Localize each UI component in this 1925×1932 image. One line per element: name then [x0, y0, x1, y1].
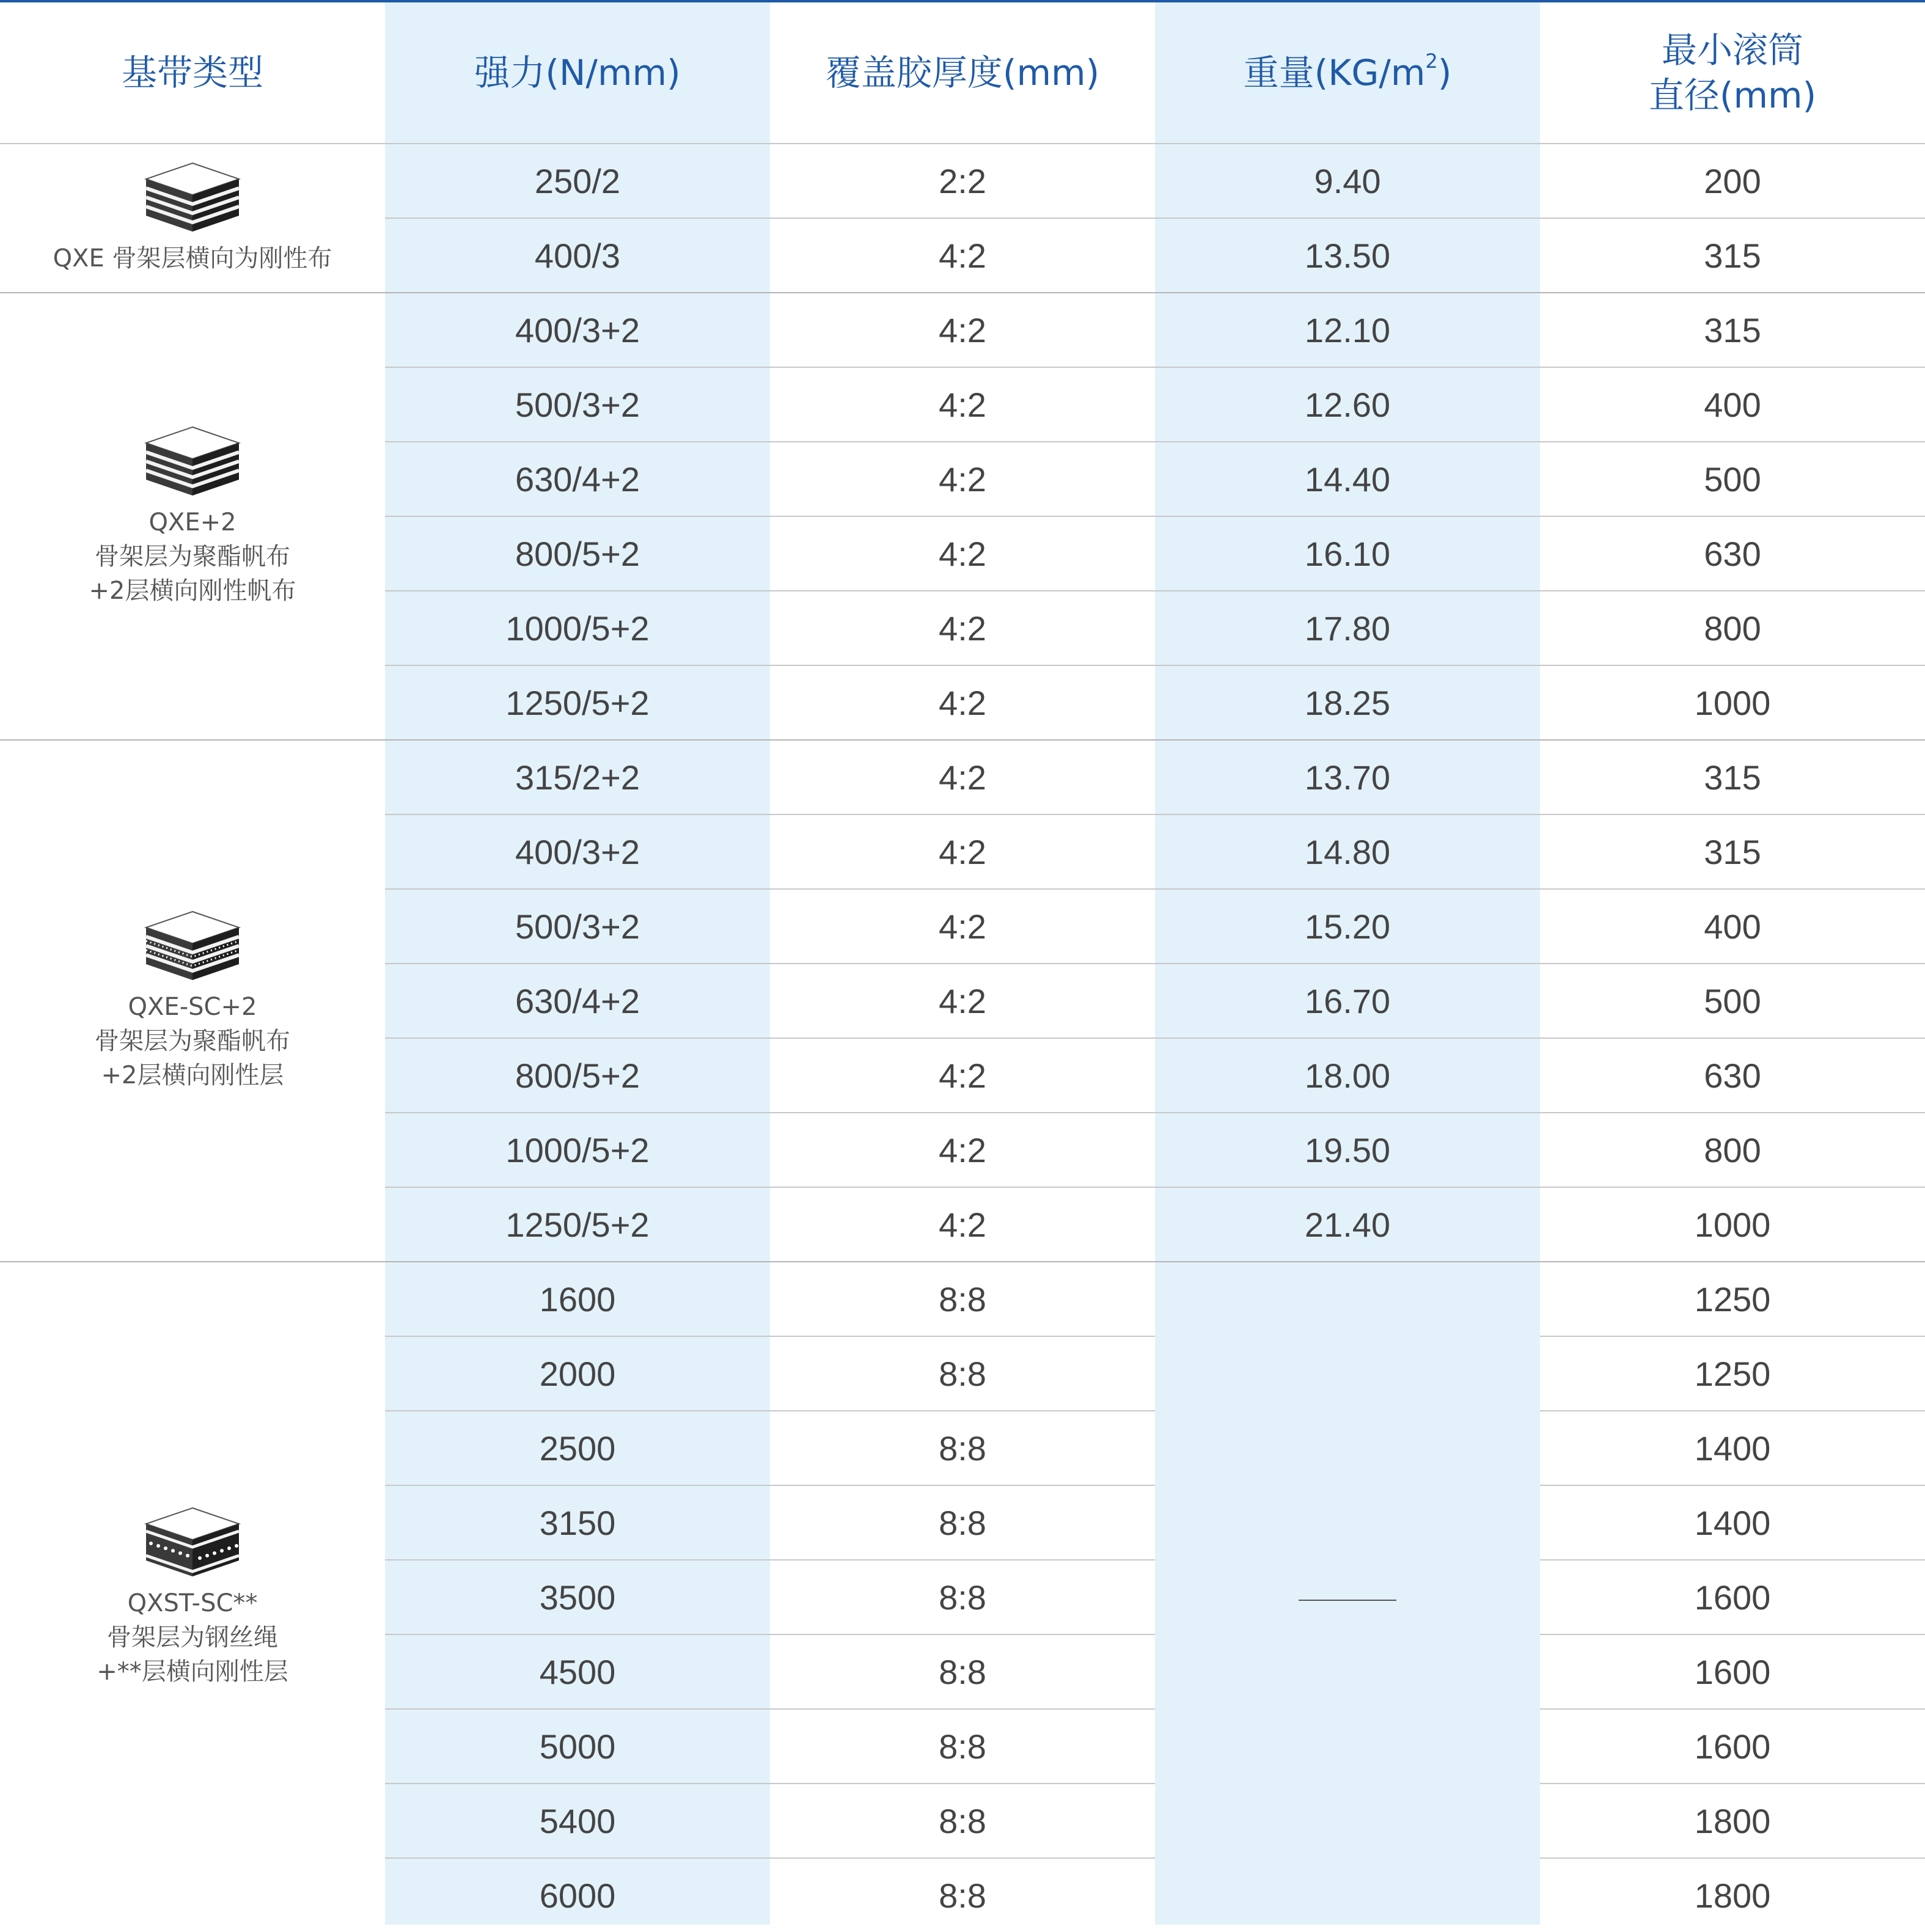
cover-thickness-cell: 4:2	[770, 964, 1155, 1038]
belt-type-label	[0, 498, 385, 608]
min-drum-diameter-cell: 800	[1540, 591, 1925, 665]
cover-thickness-cell: 8:8	[939, 1876, 986, 1915]
belt-type-cell	[0, 293, 385, 740]
cover-thickness-cell: 8:8	[770, 1634, 1155, 1709]
header-row	[0, 2, 1925, 144]
weight-cell: 19.50	[1155, 1113, 1540, 1187]
min-drum-diameter-cell: 630	[1540, 1038, 1925, 1113]
strength-cell: 800/5+2	[385, 1038, 770, 1113]
conveyor-belt-layers-icon	[0, 425, 385, 498]
min-drum-diameter-cell: 800	[1540, 1113, 1925, 1187]
weight-cell: 9.40	[1155, 144, 1540, 218]
cover-thickness-cell: 8:8	[770, 1336, 1155, 1411]
min-drum-diameter-cell: 400	[1540, 889, 1925, 964]
weight-cell: 18.25	[1155, 665, 1540, 740]
weight-cell: 14.80	[1155, 814, 1540, 889]
cover-thickness-cell: 4:2	[770, 814, 1155, 889]
header-drum-line2: 直径(mm)	[1648, 75, 1817, 116]
header-type: 基带类型	[0, 2, 385, 144]
weight-dash	[1299, 1600, 1396, 1601]
header-min-drum-diameter	[1540, 2, 1925, 144]
strength-cell: 315/2+2	[385, 740, 770, 814]
strength-cell: 1000/5+2	[385, 1113, 770, 1187]
strength-cell: 500/3+2	[385, 889, 770, 964]
weight-cell: 13.50	[1155, 218, 1540, 293]
cover-thickness-cell: 2:2	[770, 144, 1155, 218]
belt-type-label	[0, 982, 385, 1092]
min-drum-diameter-cell: 1250	[1540, 1262, 1925, 1336]
min-drum-diameter-cell: 1800	[1694, 1876, 1771, 1915]
min-drum-diameter-cell: 1400	[1540, 1411, 1925, 1485]
strength-cell: 4500	[385, 1634, 770, 1709]
header-weight-superscript: 2	[1425, 49, 1438, 73]
cover-thickness-cell: 4:2	[770, 218, 1155, 293]
strength-cell: 500/3+2	[385, 367, 770, 442]
belt-type-desc1: 骨架层为聚酯帆布	[95, 543, 290, 571]
header-strength: 强力(N/mm)	[385, 2, 770, 144]
conveyor-belt-layers-icon	[0, 161, 385, 234]
strength-cell: 2000	[385, 1336, 770, 1411]
strength-cell: 400/3+2	[385, 293, 770, 367]
belt-type-cell	[0, 144, 385, 293]
strength-cell: 5400	[385, 1784, 770, 1858]
weight-cell: 12.60	[1155, 367, 1540, 442]
header-cover-thickness: 覆盖胶厚度(mm)	[770, 2, 1155, 144]
belt-type-desc1: 骨架层为聚酯帆布	[95, 1027, 290, 1055]
min-drum-diameter-cell: 315	[1540, 740, 1925, 814]
belt-type-cell	[0, 740, 385, 1262]
steel-cord-belt-icon	[0, 1506, 385, 1579]
strength-cell: 1250/5+2	[385, 665, 770, 740]
cover-thickness-cell: 8:8	[770, 1709, 1155, 1784]
min-drum-diameter-cell: 400	[1540, 367, 1925, 442]
strength-cell: 1250/5+2	[385, 1187, 770, 1262]
belt-type-desc2: +**层横向刚性层	[97, 1658, 288, 1686]
min-drum-diameter-cell: 500	[1540, 442, 1925, 516]
header-weight-close: )	[1437, 52, 1452, 93]
strength-cell: 3150	[385, 1485, 770, 1560]
belt-type-cell	[0, 1262, 385, 1932]
cover-thickness-cell: 4:2	[770, 1113, 1155, 1187]
min-drum-diameter-cell: 315	[1540, 218, 1925, 293]
weight-cell: 21.40	[1155, 1187, 1540, 1262]
min-drum-diameter-cell: 630	[1540, 516, 1925, 591]
min-drum-diameter-cell: 1250	[1540, 1336, 1925, 1411]
cover-thickness-cell: 4:2	[770, 889, 1155, 964]
min-drum-diameter-cell: 1400	[1540, 1485, 1925, 1560]
belt-spec-table	[0, 2, 1925, 1932]
weight-cell: 16.10	[1155, 516, 1540, 591]
table-row	[0, 1262, 1925, 1336]
cover-thickness-cell: 4:2	[770, 516, 1155, 591]
strength-cell: 400/3	[385, 218, 770, 293]
header-weight	[1155, 2, 1540, 144]
cover-thickness-cell: 4:2	[770, 591, 1155, 665]
cover-thickness-cell: 8:8	[770, 1411, 1155, 1485]
min-drum-diameter-cell: 315	[1540, 814, 1925, 889]
belt-type-code: QXST-SC**	[127, 1589, 258, 1617]
min-drum-diameter-cell: 1000	[1540, 665, 1925, 740]
strength-cell: 400/3+2	[385, 814, 770, 889]
cover-thickness-cell: 4:2	[770, 1187, 1155, 1262]
strength-cell: 630/4+2	[385, 964, 770, 1038]
cover-thickness-cell: 8:8	[770, 1560, 1155, 1634]
cover-thickness-cell: 8:8	[770, 1485, 1155, 1560]
cover-thickness-cell: 4:2	[770, 367, 1155, 442]
table-row	[0, 740, 1925, 814]
weight-cell: 15.20	[1155, 889, 1540, 964]
min-drum-diameter-cell: 1600	[1540, 1709, 1925, 1784]
cover-thickness-cell: 4:2	[770, 740, 1155, 814]
strength-cell: 250/2	[385, 144, 770, 218]
belt-type-code: QXE+2	[148, 508, 237, 536]
min-drum-diameter-cell: 1000	[1540, 1187, 1925, 1262]
weight-cell-merged	[1155, 1262, 1540, 1932]
strength-cell: 6000	[539, 1876, 616, 1915]
weight-cell: 16.70	[1155, 964, 1540, 1038]
table-body	[0, 144, 1925, 1932]
table-row	[0, 144, 1925, 218]
strength-cell: 630/4+2	[385, 442, 770, 516]
weight-cell: 17.80	[1155, 591, 1540, 665]
min-drum-diameter-cell: 200	[1540, 144, 1925, 218]
cover-thickness-cell: 8:8	[770, 1784, 1155, 1858]
weight-cell: 13.70	[1155, 740, 1540, 814]
cover-thickness-cell: 8:8	[770, 1262, 1155, 1336]
belt-type-label	[0, 1579, 385, 1689]
strength-cell: 800/5+2	[385, 516, 770, 591]
strength-cell: 2500	[385, 1411, 770, 1485]
cover-thickness-cell: 4:2	[770, 442, 1155, 516]
cover-thickness-cell: 4:2	[770, 1038, 1155, 1113]
belt-type-desc2: +2层横向刚性层	[101, 1061, 284, 1089]
min-drum-diameter-cell: 1600	[1540, 1634, 1925, 1709]
weight-cell: 18.00	[1155, 1038, 1540, 1113]
min-drum-diameter-cell: 315	[1540, 293, 1925, 367]
strength-cell: 5000	[385, 1709, 770, 1784]
weight-cell: 12.10	[1155, 293, 1540, 367]
cover-thickness-cell: 4:2	[770, 665, 1155, 740]
belt-type-label: QXE 骨架层横向为刚性布	[53, 244, 332, 273]
strength-cell: 1000/5+2	[385, 591, 770, 665]
header-drum-line1: 最小滚筒	[1661, 29, 1803, 71]
belt-type-desc2: +2层横向刚性帆布	[89, 577, 296, 605]
belt-type-desc1: 骨架层为钢丝绳	[107, 1623, 278, 1652]
conveyor-belt-layers-dotted-icon	[0, 909, 385, 982]
min-drum-diameter-cell: 1800	[1540, 1784, 1925, 1858]
strength-cell: 1600	[385, 1262, 770, 1336]
min-drum-diameter-cell: 1600	[1540, 1560, 1925, 1634]
strength-cell: 3500	[385, 1560, 770, 1634]
weight-cell: 14.40	[1155, 442, 1540, 516]
table-row	[0, 293, 1925, 367]
header-weight-text: 重量(KG/m	[1243, 52, 1426, 93]
min-drum-diameter-cell: 500	[1540, 964, 1925, 1038]
cover-thickness-cell: 4:2	[770, 293, 1155, 367]
belt-type-code: QXE-SC+2	[128, 993, 257, 1021]
